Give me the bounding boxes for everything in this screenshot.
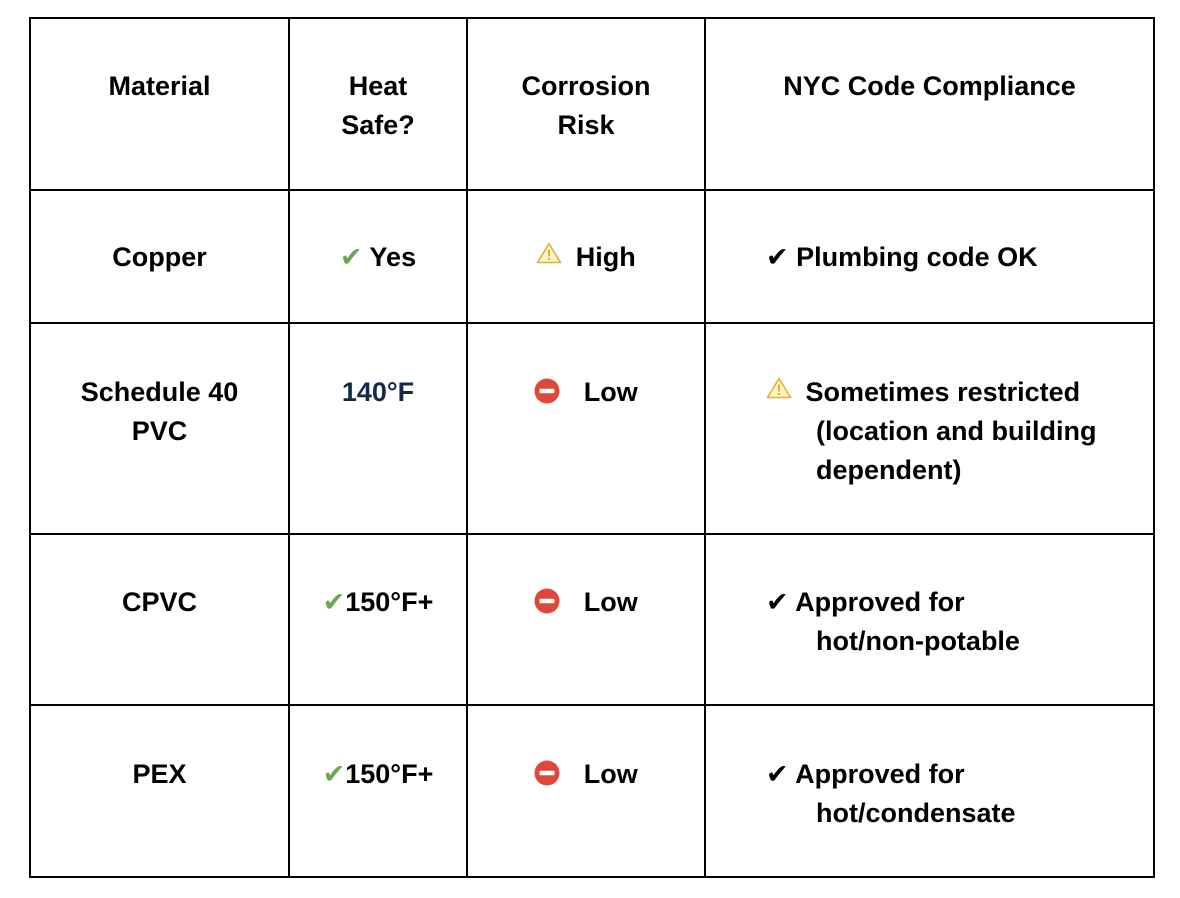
heat-safe-cell — [289, 190, 467, 323]
material-cell — [30, 705, 289, 877]
material-name: PEX — [132, 759, 187, 789]
table-row-pex — [30, 705, 1154, 877]
warning-icon — [536, 236, 562, 275]
header-material: Material — [108, 71, 211, 101]
header-corrosion-line2: Risk — [557, 110, 615, 140]
compliance-cell — [705, 705, 1154, 877]
corrosion-value: Low — [583, 377, 638, 407]
no-entry-icon — [534, 376, 560, 415]
compliance-text: Plumbing code OK — [796, 242, 1038, 272]
corrosion-value: Low — [583, 759, 638, 789]
heavy-check-mark-icon: ✔ — [766, 759, 789, 789]
header-cell-corrosion — [467, 18, 705, 190]
check-mark-icon: ✔ — [339, 242, 363, 272]
table-row-cpvc — [30, 534, 1154, 705]
header-heat-safe-line1: Heat — [348, 71, 408, 101]
corrosion-value: Low — [583, 587, 638, 617]
table-row-copper — [30, 190, 1154, 323]
compliance-text-line2: hot/non-potable — [816, 626, 1020, 656]
heat-safe-cell — [289, 323, 467, 534]
material-name: Schedule 40 — [80, 377, 239, 407]
corrosion-value: High — [575, 242, 636, 272]
heat-safe-cell — [289, 534, 467, 705]
header-compliance: NYC Code Compliance — [783, 71, 1076, 101]
compliance-cell — [705, 534, 1154, 705]
heavy-check-mark-icon: ✔ — [766, 587, 789, 617]
compliance-text: Sometimes restricted — [805, 377, 1081, 407]
compliance-text-line3: dependent) — [816, 455, 962, 485]
compliance-text: Approved for — [795, 587, 965, 617]
header-cell-material — [30, 18, 289, 190]
warning-icon — [766, 371, 792, 410]
compliance-text-line2: hot/condensate — [816, 798, 1016, 828]
material-name-line2: PVC — [131, 416, 188, 446]
compliance-cell — [705, 323, 1154, 534]
material-cell — [30, 323, 289, 534]
table-row-schedule-40-pvc — [30, 323, 1154, 534]
corrosion-cell — [467, 323, 705, 534]
material-cell — [30, 534, 289, 705]
heat-safe-cell — [289, 705, 467, 877]
heat-safe-value: 150°F+ — [345, 587, 434, 617]
heat-safe-value: 150°F+ — [345, 759, 434, 789]
heat-safe-value: 140°F — [341, 377, 415, 407]
material-name: CPVC — [121, 587, 197, 617]
corrosion-cell — [467, 534, 705, 705]
corrosion-cell — [467, 190, 705, 323]
compliance-text: Approved for — [795, 759, 965, 789]
heat-safe-value: Yes — [369, 242, 417, 272]
no-entry-icon — [534, 586, 560, 625]
compliance-text-line2: (location and building — [816, 416, 1097, 446]
header-corrosion-line1: Corrosion — [521, 71, 651, 101]
header-cell-compliance — [705, 18, 1154, 190]
check-mark-icon: ✔ — [322, 587, 346, 617]
heavy-check-mark-icon: ✔ — [766, 242, 789, 272]
header-heat-safe-line2: Safe? — [341, 110, 415, 140]
header-cell-heat-safe — [289, 18, 467, 190]
comparison-table — [29, 17, 1155, 878]
check-mark-icon: ✔ — [322, 759, 346, 789]
no-entry-icon — [534, 758, 560, 797]
corrosion-cell — [467, 705, 705, 877]
material-name: Copper — [112, 242, 207, 272]
compliance-cell — [705, 190, 1154, 323]
material-cell — [30, 190, 289, 323]
header-row — [30, 18, 1154, 190]
